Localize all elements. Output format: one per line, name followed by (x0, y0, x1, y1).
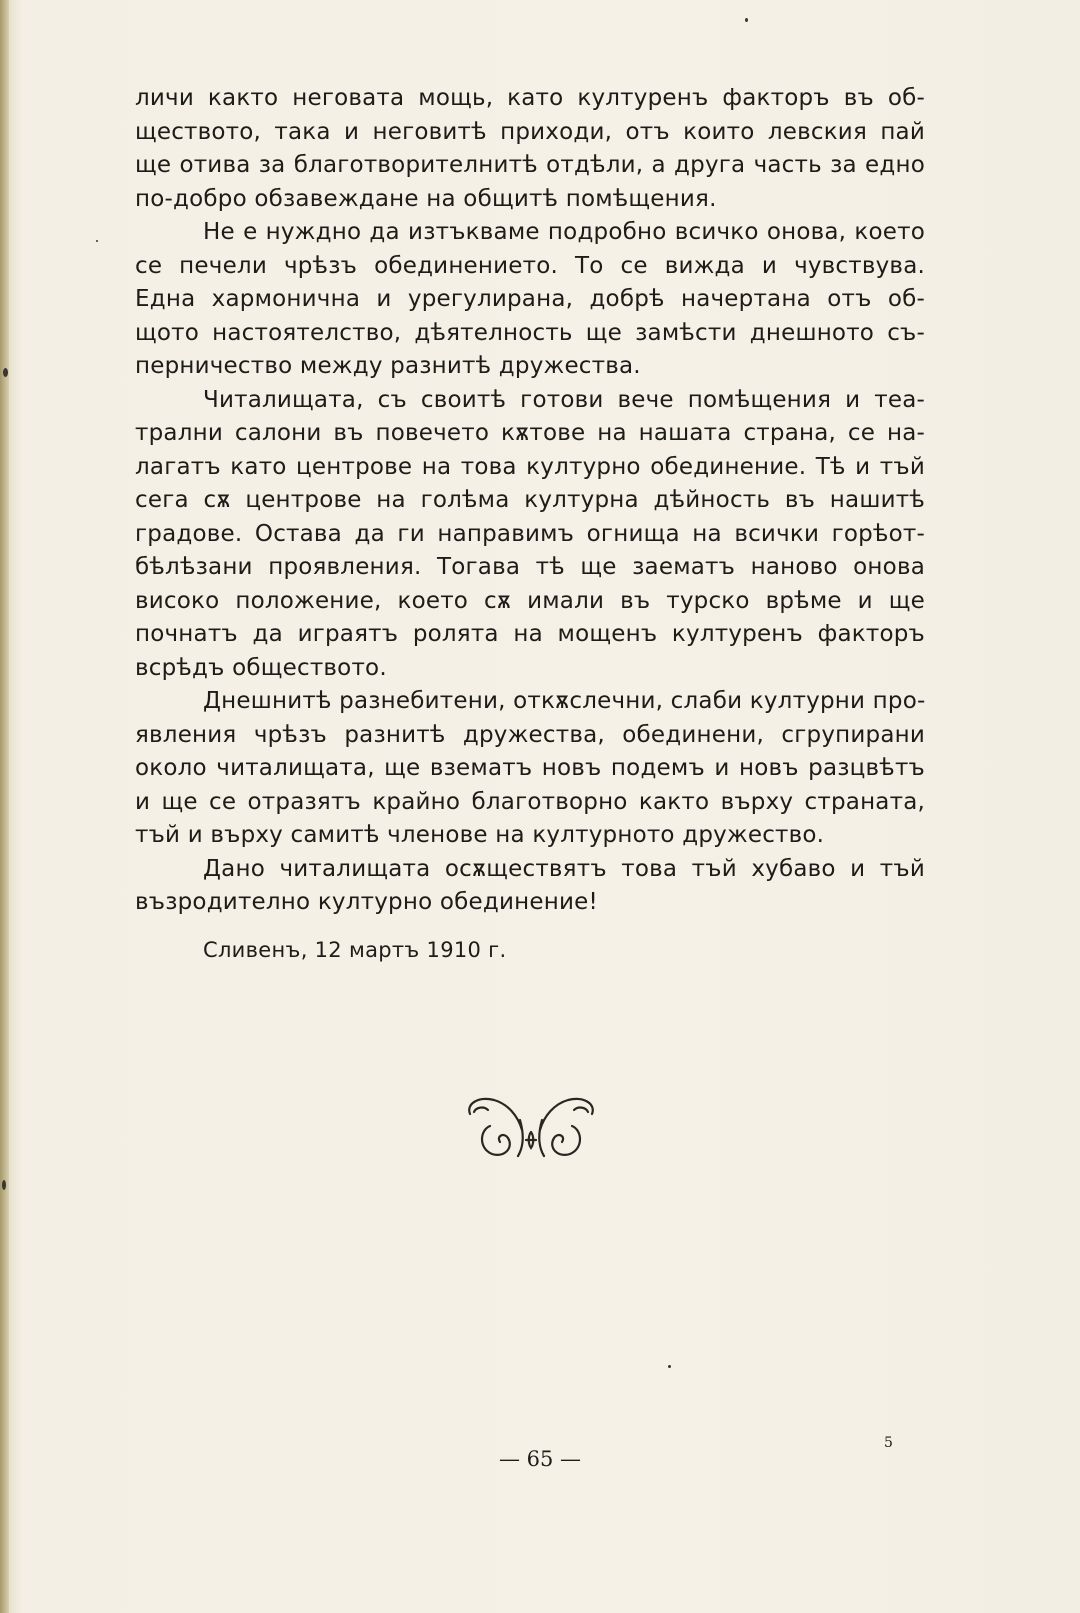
text-line: тъй и върху самитѣ членове на културното дружество. (135, 822, 825, 848)
text-line: ще отива за благотворителнитѣ отдѣли, а друга часть за едно (135, 152, 925, 178)
text-line: по-добро обзавеждане на общитѣ помѣщения. (135, 185, 717, 212)
place-date-signature: Сливенъ, 12 мартъ 1910 г. (203, 938, 507, 962)
text-line: почнатъ да играятъ ролята на мощенъ културенъ факторъ (135, 621, 925, 647)
text-line: лагатъ като центрове на това културно обединение. Тѣ и тъй (135, 453, 925, 480)
text-line: Днешнитѣ разнебитени, откѫслечни, слаби културни про- (203, 688, 926, 714)
paper-speck (745, 18, 748, 22)
page-number: — 65 — (498, 1447, 582, 1471)
text-line: сега сѫ центрове на голѣма културна дѣйность въ нашитѣ (135, 487, 925, 513)
text-line: възродително културно обединение! (135, 889, 598, 915)
paragraph (135, 82, 925, 216)
text-line: Не е нуждно да изтъкваме подробно всичко онова, което (203, 219, 925, 245)
text-line: бѣлѣзани проявления. Тогава тѣ ще заематъ наново онова (135, 554, 925, 580)
printer-signature-mark: 5 (884, 1435, 893, 1451)
text-line: Дано читалищата осѫществятъ това тъй хубаво и тъй (203, 855, 925, 882)
ornament-flourish-icon (462, 1090, 600, 1162)
text-line: Читалищата, съ своитѣ готови вече помѣщения и теа- (203, 386, 925, 413)
text-line: и ще се отразятъ крайно благотворно както върху страната, (135, 788, 925, 815)
text-line: явления чрѣзъ разнитѣ дружества, обединени, сгрупирани (135, 721, 925, 748)
binding-edge (0, 0, 9, 1613)
text-line: Една хармонична и урегулирана, добрѣ начертана отъ об- (135, 286, 925, 312)
paper-speck (96, 240, 98, 242)
text-line: всрѣдъ обществото. (135, 654, 387, 681)
text-line: около читалищата, ще взематъ новъ подемъ и новъ разцвѣтъ (135, 755, 925, 781)
paragraph (135, 685, 925, 853)
paragraph (135, 853, 925, 920)
paragraph (135, 216, 925, 384)
text-line: личи както неговата мощь, като културенъ факторъ въ об- (135, 85, 925, 111)
text-line: щото настоятелство, дѣятелность ще замѣсти днешното съ- (135, 319, 925, 346)
paper-speck (3, 368, 8, 377)
text-line: перничество между разнитѣ дружества. (135, 353, 641, 379)
paper-speck (2, 1180, 6, 1190)
paragraph (135, 384, 925, 686)
paper-speck (668, 1365, 671, 1368)
text-line: високо положение, което сѫ имали въ турско врѣме и ще (135, 587, 925, 614)
text-line: се печели чрѣзъ обединението. То се вижда и чувствува. (135, 252, 925, 279)
text-line: трални салони въ повечето кѫтове на нашата страна, се на- (135, 420, 925, 446)
text-line: градове. Остава да ги направимъ огнища на всички горѣот- (135, 520, 925, 547)
body-text (135, 82, 925, 920)
text-line: ществото, така и неговитѣ приходи, отъ които левския пай (135, 118, 925, 145)
